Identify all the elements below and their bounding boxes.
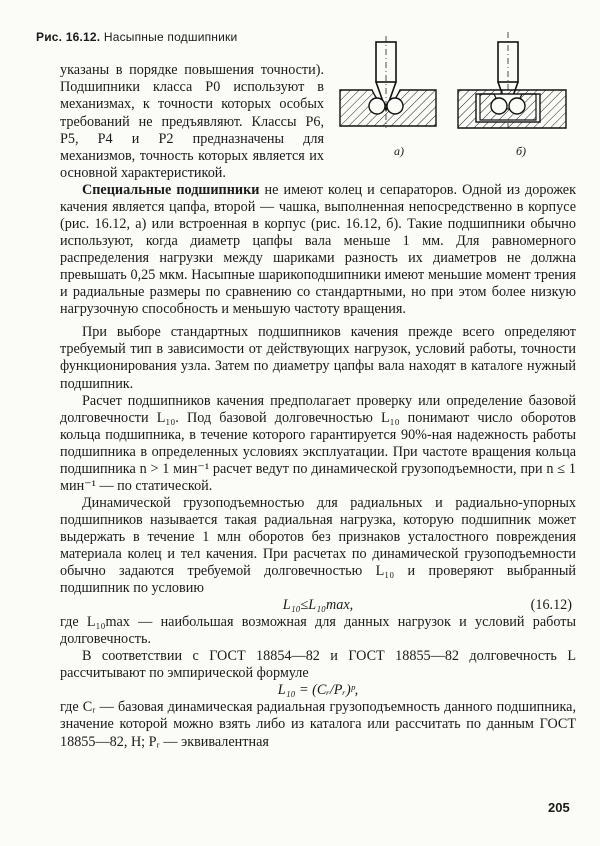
figure-caption — [36, 30, 237, 44]
main-text — [60, 182, 576, 751]
figure-a-drawing — [340, 36, 436, 128]
calculation-paragraph: Расчет подшипников качения предполагает проверку или определение базовой долговечности L₁₀. Под базовой долговечностью L₁₀ понимают число оборотов кольца подшипника, в течение которого гарантируется 90%-ная надежность работы подшипника в определенных условиях эксплуатации. При частоте вращения кольца подшипника n > 1 мин⁻¹ расчет ведут по динамической грузоподъемности, при n ≤ 1 мин⁻¹ — по статической. — [60, 392, 576, 494]
bearing-drawing — [336, 28, 572, 160]
formula-durability: L₁₀ = (Cᵣ/Pᵣ)ᵖ, — [277, 682, 359, 699]
special-bearings-heading: Специальные подшипники — [82, 182, 260, 198]
special-bearings-text: не имеют колец и сепараторов. Одной из дорожек качения является цапфа, второй — чашка, выполненная непосредственно в корпусе (рис. 16.12, а) или встроенная в корпус (рис. 16.12, б). Такие подшипники обычно используют, когда диаметр цапфы вала меньше 1 мм. Для равномерного распределения нагрузки между шариками разность их диаметров не должна превышать 0,25 мкм. Насыпные шарикоподшипники имеют меньшие момент трения и радиальные размеры по сравнению со стандартными, но при этом более низкую нагрузочную способность и меньшую частоту вращения. — [60, 182, 576, 318]
caption-prefix: Рис. 16.12. — [36, 30, 101, 44]
caption-title: Насыпные подшипники — [103, 30, 238, 44]
equation-number: (16.12) — [530, 597, 572, 614]
formula-16-12-expr: L₁₀≤L₁₀max, — [282, 597, 354, 614]
selection-paragraph: При выборе стандартных подшипников качения прежде всего определяют требуемый тип в зависимости от действующих нагрузок, условий работы, точности функционирования узла. Затем по диаметру цапфы вала находят в каталоге нужный подшипник. — [60, 324, 576, 392]
where-paragraph-1: где L₁₀max — наибольшая возможная для данных нагрузок и условий работы долговечность. — [60, 614, 576, 648]
intro-paragraph: указаны в порядке повышения точности). Подшипники класса Р0 используют в механизмах, к точности которых особых требований не предъявляют. Классы Р6, Р5, Р4 и Р2 предназначены для механизмов, точность которых является их основной характеристикой. — [60, 62, 324, 182]
figure-label-b: б) — [516, 144, 527, 158]
where-paragraph-2: где Cᵣ — базовая динамическая радиальная грузоподъемность данного подшипника, значение которой можно взять либо из каталога или рассчитать по данным ГОСТ 18855—82, Н; Pᵣ — эквивалентная — [60, 699, 576, 750]
special-bearings-paragraph — [60, 182, 576, 318]
gost-paragraph: В соответствии с ГОСТ 18854—82 и ГОСТ 18855—82 долговечность L рассчитывают по эмпирической формуле — [60, 648, 576, 682]
page-number: 205 — [548, 800, 570, 815]
formula-16-12 — [60, 597, 576, 614]
bearing-figure — [336, 28, 572, 160]
figure-label-a: а) — [394, 144, 404, 158]
figure-b-drawing — [458, 32, 566, 128]
dynamic-capacity-paragraph: Динамической грузоподъемностью для радиальных и радиально-упорных подшипников называется такая радиальная нагрузка, которую подшипник может выдержать в течение 1 млн оборотов без признаков усталостного повреждения материала колец и тел качения. При расчетах по динамической грузоподъемности обычно задаются требуемой долговечностью L₁₀ и проверяют выбранный подшипник по условию — [60, 494, 576, 597]
